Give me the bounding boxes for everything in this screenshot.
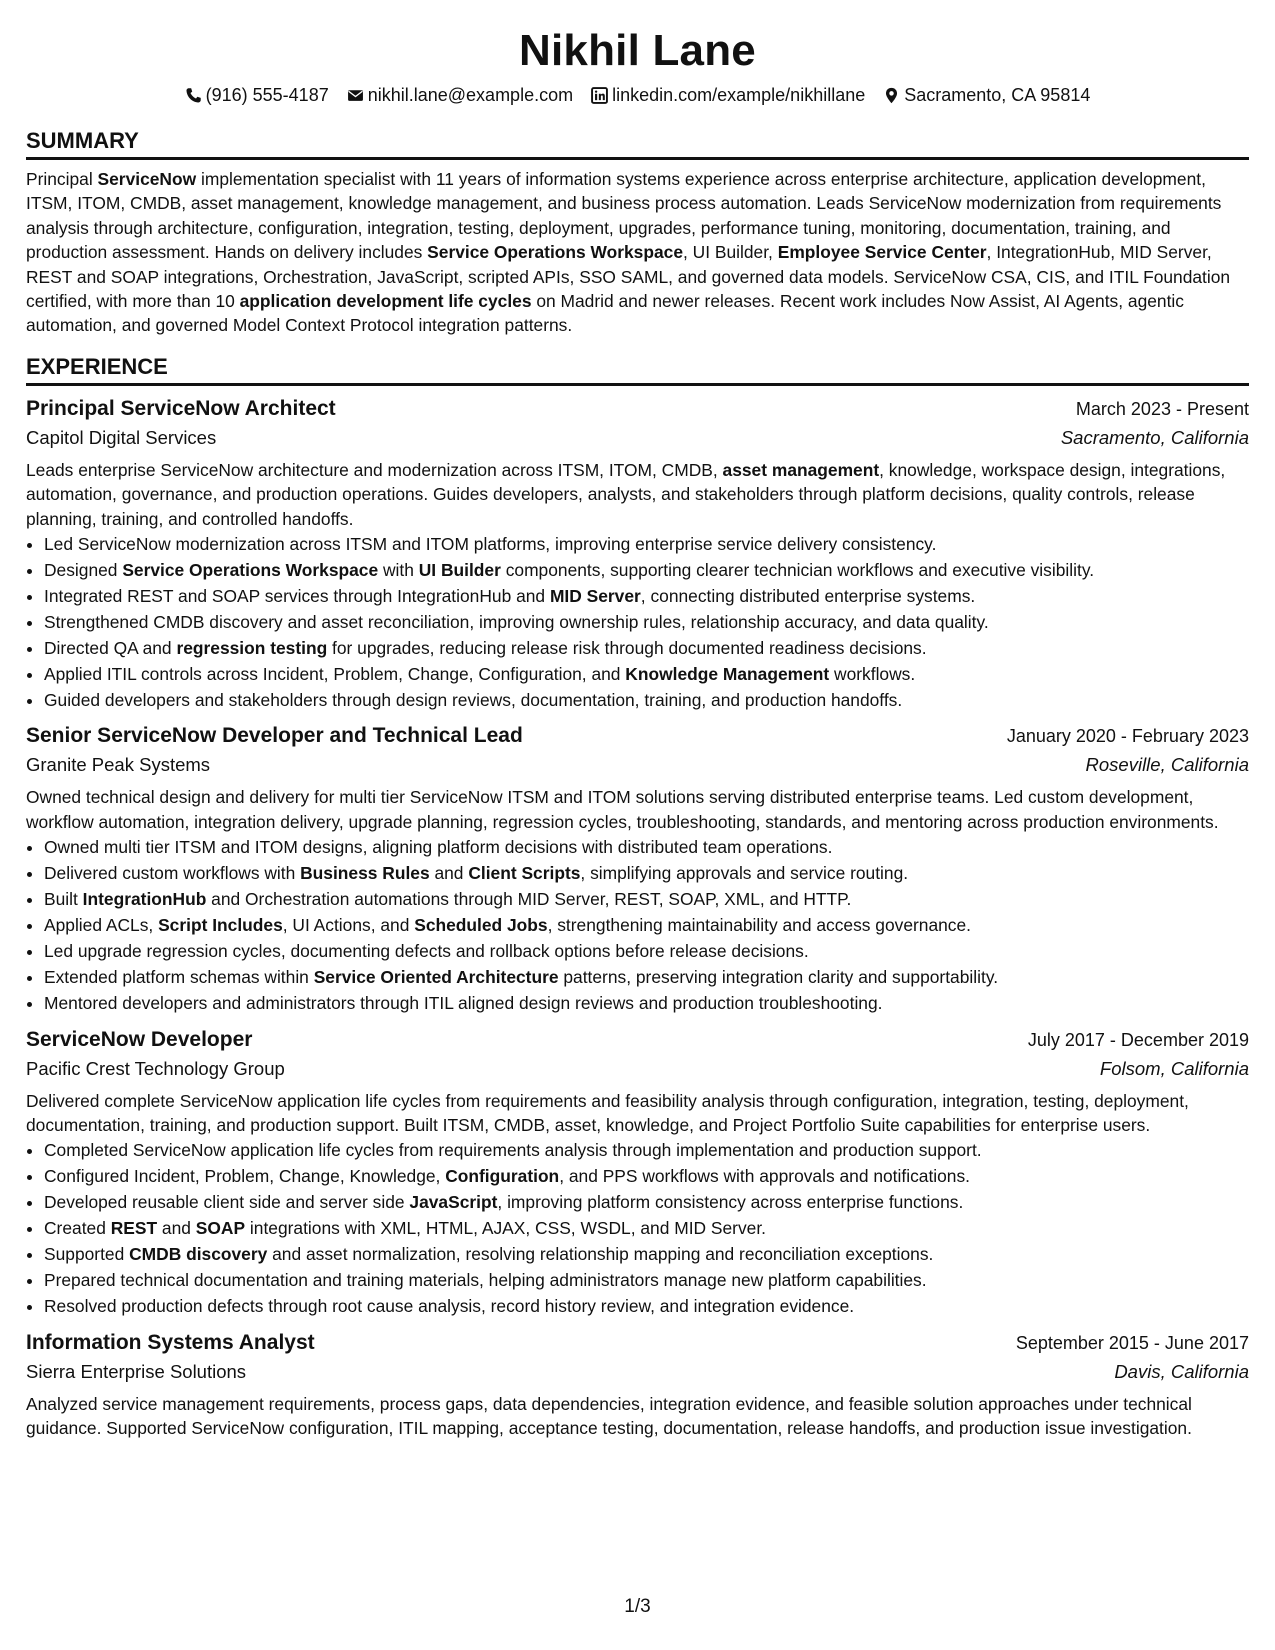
contact-linkedin[interactable] [591, 82, 865, 108]
text-run: Resolved production defects through root cause analysis, record history review, and integration evidence. [44, 1295, 855, 1316]
bold-keyword: UI Builder [418, 559, 501, 580]
text-run: Delivered complete ServiceNow application life cycles from requirements and feasibility analysis through configuration, integration, testing, deployment, documentation, training, and production support. Built ITSM, CMDB, asset, knowledge, and Project Portfolio Suite capabilities for enterprise users. [26, 1090, 1189, 1135]
text-run: components, supporting clearer technician workflows and executive visibility. [500, 559, 1095, 580]
role-dates: September 2015 - June 2017 [1015, 1332, 1249, 1353]
text-run: Completed ServiceNow application life cycles from requirements analysis through implementation and production support. [44, 1140, 982, 1161]
contact-email[interactable] [347, 82, 573, 108]
list-item [44, 662, 1249, 688]
bold-keyword: Service Oriented Architecture [313, 966, 559, 987]
contact-bar [26, 82, 1249, 108]
bold-keyword: Knowledge Management [625, 663, 830, 684]
bold-keyword: Service Operations Workspace [427, 242, 683, 263]
text-run: Directed QA and [44, 637, 177, 658]
list-item [44, 939, 1249, 965]
text-run: Owned multi tier ITSM and ITOM designs, aligning platform decisions with distributed team operations. [44, 837, 833, 858]
contact-phone[interactable] [185, 82, 329, 108]
text-run: , UI Builder, [683, 242, 778, 263]
role-header [26, 1025, 1249, 1055]
experience-heading: EXPERIENCE [26, 353, 168, 379]
experience-entry [26, 1328, 1249, 1441]
text-run: Leads enterprise ServiceNow architecture and modernization across ITSM, ITOM, CMDB, [26, 459, 723, 480]
text-run: workflows. [829, 663, 916, 684]
list-item [44, 558, 1249, 584]
text-run: Guided developers and stakeholders through design reviews, documentation, training, and production handoffs. [44, 689, 903, 710]
text-run: Created [44, 1218, 111, 1239]
list-item [44, 1242, 1249, 1268]
text-run: and [157, 1218, 196, 1239]
bold-keyword: application development life cycles [239, 291, 532, 312]
location-text: Sacramento, CA 95814 [904, 85, 1091, 105]
text-run: Supported [44, 1244, 130, 1264]
summary-paragraph [26, 167, 1249, 338]
text-run: , UI Actions, and [282, 914, 415, 935]
text-run: , knowledge, workspace design, integrations, automation, governance, and production operations. Guides developers, analysts, and stakeholders through platform decisions, quality controls, release planning, training, and controlled handoffs. [26, 459, 1226, 529]
bold-keyword: asset management [722, 459, 880, 480]
list-item [44, 887, 1249, 913]
role-subheader [26, 424, 1249, 452]
text-run: integrations with XML, HTML, AJAX, CSS, WSDL, and MID Server. [245, 1218, 767, 1239]
role-company: Sierra Enterprise Solutions [26, 1360, 247, 1382]
phone-icon [185, 87, 202, 104]
list-item [44, 1268, 1249, 1294]
list-item [44, 1138, 1249, 1164]
role-location: Roseville, California [1085, 754, 1249, 776]
text-run: and asset normalization, resolving relationship mapping and reconciliation exceptions. [267, 1244, 934, 1264]
role-subheader [26, 1055, 1249, 1083]
contact-location [883, 82, 1090, 108]
text-run: Applied ACLs, [44, 914, 159, 935]
text-run: Owned technical design and delivery for multi tier ServiceNow ITSM and ITOM solutions serving distributed enterprise teams. Led custom development, workflow automation, integration delivery, upgrade planning, regression cycles, troubleshooting, standards, and mentoring across production environments. [26, 787, 1219, 832]
bold-keyword: Script Includes [158, 914, 283, 935]
list-item [44, 913, 1249, 939]
list-item [44, 1164, 1249, 1190]
bold-keyword: Client Scripts [468, 863, 581, 884]
text-run: Integrated REST and SOAP services through IntegrationHub and [44, 585, 550, 606]
text-run: Prepared technical documentation and training materials, helping administrators manage new platform capabilities. [44, 1269, 927, 1290]
summary-divider [26, 157, 1249, 160]
experience-entry [26, 394, 1249, 714]
list-item [44, 610, 1249, 636]
bold-keyword: Scheduled Jobs [414, 914, 548, 935]
role-dates: January 2020 - February 2023 [1006, 726, 1249, 747]
text-run: , IntegrationHub, MID Server, REST and SOAP integrations, Orchestration, JavaScript, scripted APIs, SSO SAML, and governed data models. ServiceNow CSA, CIS, and ITIL Foundation certified, with more than 10 [26, 242, 1231, 312]
bold-keyword: SOAP [195, 1218, 246, 1239]
list-item [44, 861, 1249, 887]
role-dates: July 2017 - December 2019 [1027, 1029, 1249, 1050]
linkedin-icon [591, 87, 608, 104]
experience-entry [26, 1025, 1249, 1320]
list-item [44, 835, 1249, 861]
text-run: Developed reusable client side and server side [44, 1192, 410, 1213]
list-item [44, 965, 1249, 991]
text-run: Strengthened CMDB discovery and asset reconciliation, improving ownership rules, relationship accuracy, and data quality. [44, 611, 989, 632]
text-run: , improving platform consistency across enterprise functions. [497, 1192, 964, 1213]
phone-text: (916) 555-4187 [205, 85, 329, 105]
text-run: Built [44, 889, 83, 910]
role-title: Senior ServiceNow Developer and Technical Lead [26, 724, 523, 748]
text-run: on Madrid and newer releases. Recent work includes Now Assist, AI Agents, agentic automation, and governed Model Context Protocol integration patterns. [26, 291, 1184, 336]
role-bullet-list [26, 532, 1249, 713]
list-item [44, 532, 1249, 558]
role-subheader [26, 1358, 1249, 1386]
role-title: Information Systems Analyst [26, 1330, 315, 1354]
envelope-icon [347, 87, 364, 104]
role-bullet-list [26, 1138, 1249, 1319]
bold-keyword: JavaScript [409, 1192, 498, 1213]
bold-keyword: Employee Service Center [777, 242, 987, 263]
email-text: nikhil.lane@example.com [367, 85, 574, 105]
role-title: ServiceNow Developer [26, 1027, 253, 1051]
linkedin-text: linkedin.com/example/nikhillane [612, 85, 866, 105]
resume-page [26, 0, 1249, 1441]
text-run: for upgrades, reducing release risk through documented readiness decisions. [327, 637, 927, 658]
bold-keyword: REST [110, 1218, 158, 1239]
map-pin-icon [883, 87, 900, 104]
experience-entry [26, 721, 1249, 1016]
text-run: Led upgrade regression cycles, documenting defects and rollback options before release decisions. [44, 940, 809, 961]
role-header [26, 721, 1249, 751]
text-run: , connecting distributed enterprise systems. [640, 585, 976, 606]
list-item [44, 636, 1249, 662]
text-run: and Orchestration automations through MID Server, REST, SOAP, XML, and HTTP. [206, 889, 852, 910]
bold-keyword: regression testing [176, 637, 328, 658]
text-run: Mentored developers and administrators through ITIL aligned design reviews and production troubleshooting. [44, 992, 883, 1013]
bold-keyword: MID Server [549, 585, 641, 606]
text-run: , strengthening maintainability and access governance. [547, 914, 972, 935]
bold-keyword: IntegrationHub [82, 889, 207, 910]
summary-heading: SUMMARY [26, 128, 139, 153]
role-header [26, 1328, 1249, 1358]
text-run: Designed [44, 559, 123, 580]
candidate-name: Nikhil Lane [519, 26, 756, 75]
role-company: Capitol Digital Services [26, 426, 217, 448]
list-item [44, 688, 1249, 714]
role-description [26, 785, 1249, 834]
role-title: Principal ServiceNow Architect [26, 396, 336, 420]
text-run: Applied ITIL controls across Incident, Problem, Change, Configuration, and [44, 663, 626, 684]
list-item [44, 1216, 1249, 1242]
role-bullet-list [26, 835, 1249, 1016]
text-run: Delivered custom workflows with [44, 863, 301, 884]
role-location: Davis, California [1114, 1360, 1249, 1382]
role-description [26, 1392, 1249, 1441]
text-run: Led ServiceNow modernization across ITSM and ITOM platforms, improving enterprise service delivery consistency. [44, 534, 937, 555]
text-run: Extended platform schemas within [44, 966, 314, 987]
role-dates: March 2023 - Present [1075, 398, 1249, 419]
bold-keyword: Service Operations Workspace [122, 559, 379, 580]
page-number: 1/3 [624, 1596, 651, 1617]
role-company: Granite Peak Systems [26, 754, 211, 776]
text-run: , simplifying approvals and service routing. [580, 863, 909, 884]
list-item [44, 1190, 1249, 1216]
experience-list [26, 394, 1249, 1441]
text-run: patterns, preserving integration clarity and supportability. [558, 966, 999, 987]
bold-keyword: CMDB discovery [129, 1244, 268, 1264]
list-item [44, 1294, 1249, 1320]
bold-keyword: Configuration [445, 1166, 560, 1187]
bold-keyword: Business Rules [300, 863, 430, 884]
list-item [44, 584, 1249, 610]
text-run: Analyzed service management requirements, process gaps, data dependencies, integration evidence, and feasible solution approaches under technical guidance. Supported ServiceNow configuration, ITIL mapping, acceptance testing, documentation, release handoffs, and production issue investigation. [26, 1393, 1192, 1439]
text-run: Principal [26, 169, 98, 189]
role-description [26, 458, 1249, 531]
text-run: Configured Incident, Problem, Change, Knowledge, [44, 1166, 446, 1187]
role-location: Sacramento, California [1060, 426, 1249, 448]
role-company: Pacific Crest Technology Group [26, 1057, 285, 1079]
text-run: with [378, 559, 419, 580]
list-item [44, 991, 1249, 1017]
role-header [26, 394, 1249, 424]
role-description [26, 1089, 1249, 1138]
role-subheader [26, 751, 1249, 779]
text-run: and [429, 863, 469, 884]
role-location: Folsom, California [1099, 1057, 1249, 1079]
experience-divider [26, 383, 1249, 386]
text-run: , and PPS workflows with approvals and notifications. [559, 1166, 971, 1187]
bold-keyword: ServiceNow [97, 169, 197, 189]
text-run: implementation specialist with 11 years of information systems experience across enterprise architecture, application development, ITSM, ITOM, CMDB, asset management, knowledge management, and business process automation. Leads ServiceNow modernization from requirements analysis through architecture, configuration, integration, testing, deployment, upgrades, performance tuning, monitoring, documentation, training, and production assessment. Hands on delivery includes [26, 169, 1222, 263]
